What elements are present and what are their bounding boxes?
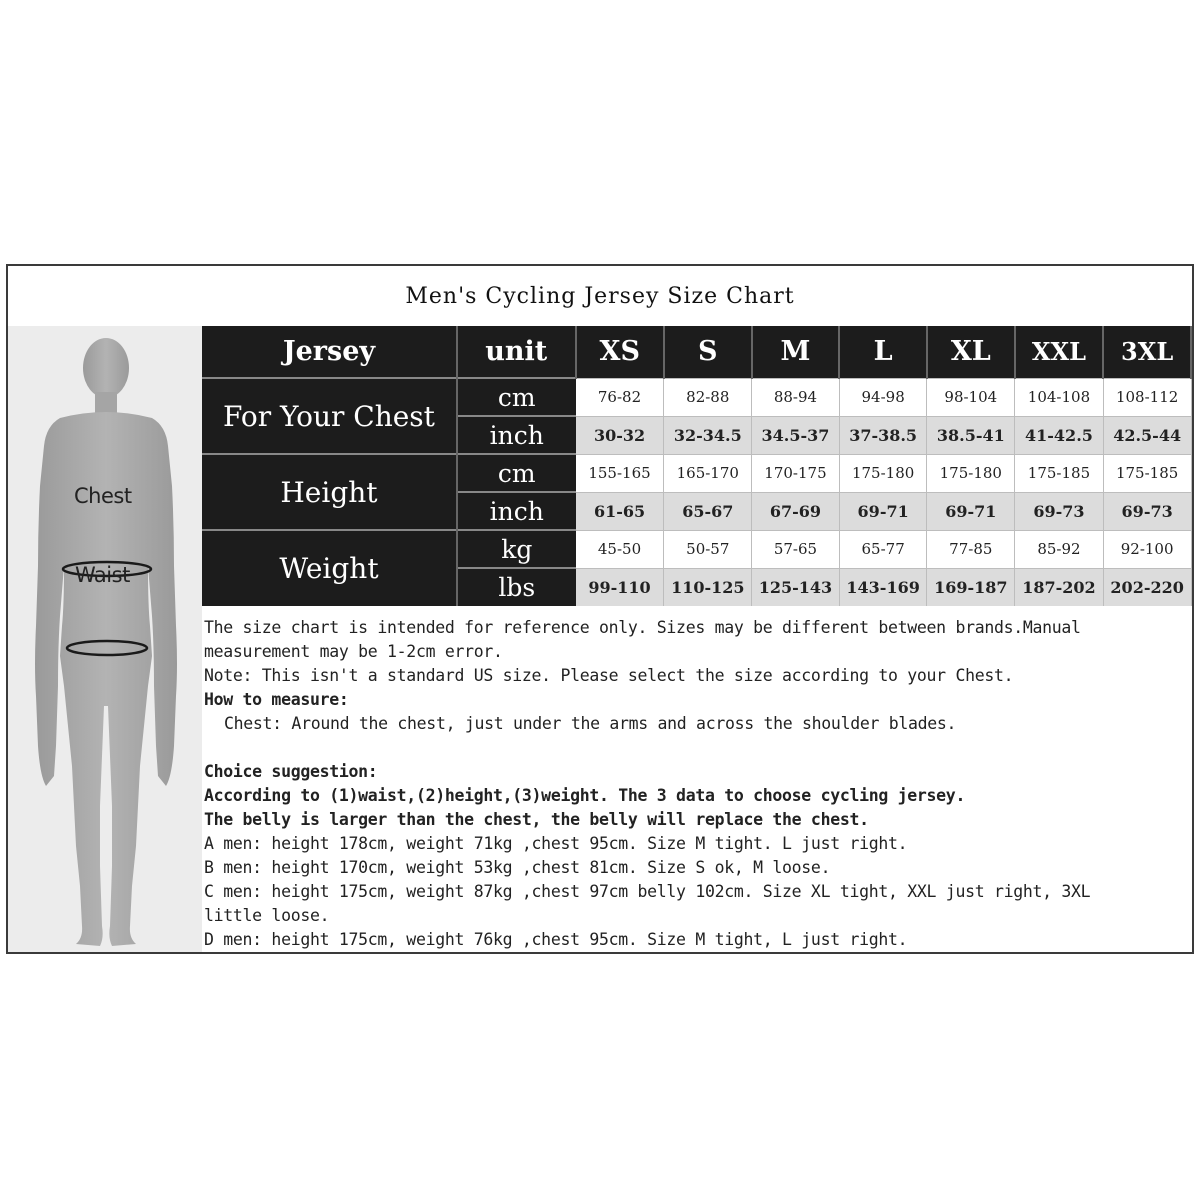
disclaimer-line: The size chart is intended for reference only. Sizes may be different between brands.Manual [204, 618, 1081, 637]
table-row [202, 454, 1191, 492]
value-cell: 42.5-44 [1103, 416, 1191, 454]
value-cell: 65-77 [839, 530, 927, 568]
chart-title: Men's Cycling Jersey Size Chart [405, 283, 795, 309]
value-cell: 76-82 [576, 378, 664, 416]
value-cell: 88-94 [752, 378, 840, 416]
header-size: L [839, 326, 927, 378]
table-header-row [202, 326, 1191, 378]
value-cell: 125-143 [752, 568, 840, 606]
chest-label: Chest [74, 484, 132, 508]
value-cell: 155-165 [576, 454, 664, 492]
unit-cell: inch [457, 416, 576, 454]
value-cell: 85-92 [1015, 530, 1104, 568]
example-a-line: A men: height 178cm, weight 71kg ,chest 95cm. Size M tight. L just right. [204, 834, 908, 853]
value-cell: 175-185 [1015, 454, 1104, 492]
header-jersey: Jersey [202, 326, 457, 378]
value-cell: 82-88 [664, 378, 752, 416]
according-line: According to (1)waist,(2)height,(3)weight. The 3 data to choose cycling jersey. [204, 786, 966, 805]
value-cell: 202-220 [1103, 568, 1191, 606]
value-cell: 104-108 [1015, 378, 1104, 416]
choice-heading: Choice suggestion: [204, 762, 378, 781]
value-cell: 37-38.5 [839, 416, 927, 454]
example-b-line: B men: height 170cm, weight 53kg ,chest 81cm. Size S ok, M loose. [204, 858, 831, 877]
value-cell: 175-180 [927, 454, 1015, 492]
value-cell: 38.5-41 [927, 416, 1015, 454]
value-cell: 32-34.5 [664, 416, 752, 454]
waist-label: Waist [75, 563, 130, 587]
table-row [202, 378, 1191, 416]
value-cell: 187-202 [1015, 568, 1104, 606]
value-cell: 170-175 [752, 454, 840, 492]
value-cell: 41-42.5 [1015, 416, 1104, 454]
value-cell: 175-180 [839, 454, 927, 492]
belly-line: The belly is larger than the chest, the belly will replace the chest. [204, 810, 869, 829]
body-silhouette-illustration [8, 326, 202, 952]
value-cell: 143-169 [839, 568, 927, 606]
how-to-heading: How to measure: [204, 690, 349, 709]
unit-cell: lbs [457, 568, 576, 606]
value-cell: 69-73 [1103, 492, 1191, 530]
unit-cell: kg [457, 530, 576, 568]
note-line: Note: This isn't a standard US size. Please select the size according to your Chest. [204, 666, 1014, 685]
body-figure-panel [8, 326, 202, 952]
value-cell: 50-57 [664, 530, 752, 568]
header-size: 3XL [1103, 326, 1191, 378]
header-unit: unit [457, 326, 576, 378]
unit-cell: cm [457, 378, 576, 416]
row-group-label: Height [202, 454, 457, 530]
value-cell: 57-65 [752, 530, 840, 568]
value-cell: 69-71 [927, 492, 1015, 530]
value-cell: 92-100 [1103, 530, 1191, 568]
chest-measure-line: Chest: Around the chest, just under the arms and across the shoulder blades. [224, 714, 957, 733]
example-c-line: C men: height 175cm, weight 87kg ,chest 97cm belly 102cm. Size XL tight, XXL just right, 3XL [204, 882, 1091, 901]
header-size: M [752, 326, 840, 378]
header-size: XS [576, 326, 664, 378]
value-cell: 175-185 [1103, 454, 1191, 492]
value-cell: 69-73 [1015, 492, 1104, 530]
value-cell: 110-125 [664, 568, 752, 606]
disclaimer-line: measurement may be 1-2cm error. [204, 642, 503, 661]
value-cell: 69-71 [839, 492, 927, 530]
value-cell: 30-32 [576, 416, 664, 454]
size-table [202, 326, 1192, 606]
notes-section [204, 616, 1184, 952]
row-group-label: Weight [202, 530, 457, 606]
unit-cell: inch [457, 492, 576, 530]
example-d-line: D men: height 175cm, weight 76kg ,chest 95cm. Size M tight, L just right. [204, 930, 908, 949]
value-cell: 34.5-37 [752, 416, 840, 454]
table-row [202, 530, 1191, 568]
value-cell: 94-98 [839, 378, 927, 416]
value-cell: 67-69 [752, 492, 840, 530]
value-cell: 165-170 [664, 454, 752, 492]
size-chart-frame [6, 264, 1194, 954]
value-cell: 169-187 [927, 568, 1015, 606]
value-cell: 98-104 [927, 378, 1015, 416]
value-cell: 108-112 [1103, 378, 1191, 416]
header-size: S [664, 326, 752, 378]
example-c-line-cont: little loose. [204, 906, 330, 925]
value-cell: 99-110 [576, 568, 664, 606]
header-size: XXL [1015, 326, 1104, 378]
unit-cell: cm [457, 454, 576, 492]
value-cell: 45-50 [576, 530, 664, 568]
value-cell: 65-67 [664, 492, 752, 530]
value-cell: 61-65 [576, 492, 664, 530]
row-group-label: For Your Chest [202, 378, 457, 454]
header-size: XL [927, 326, 1015, 378]
value-cell: 77-85 [927, 530, 1015, 568]
